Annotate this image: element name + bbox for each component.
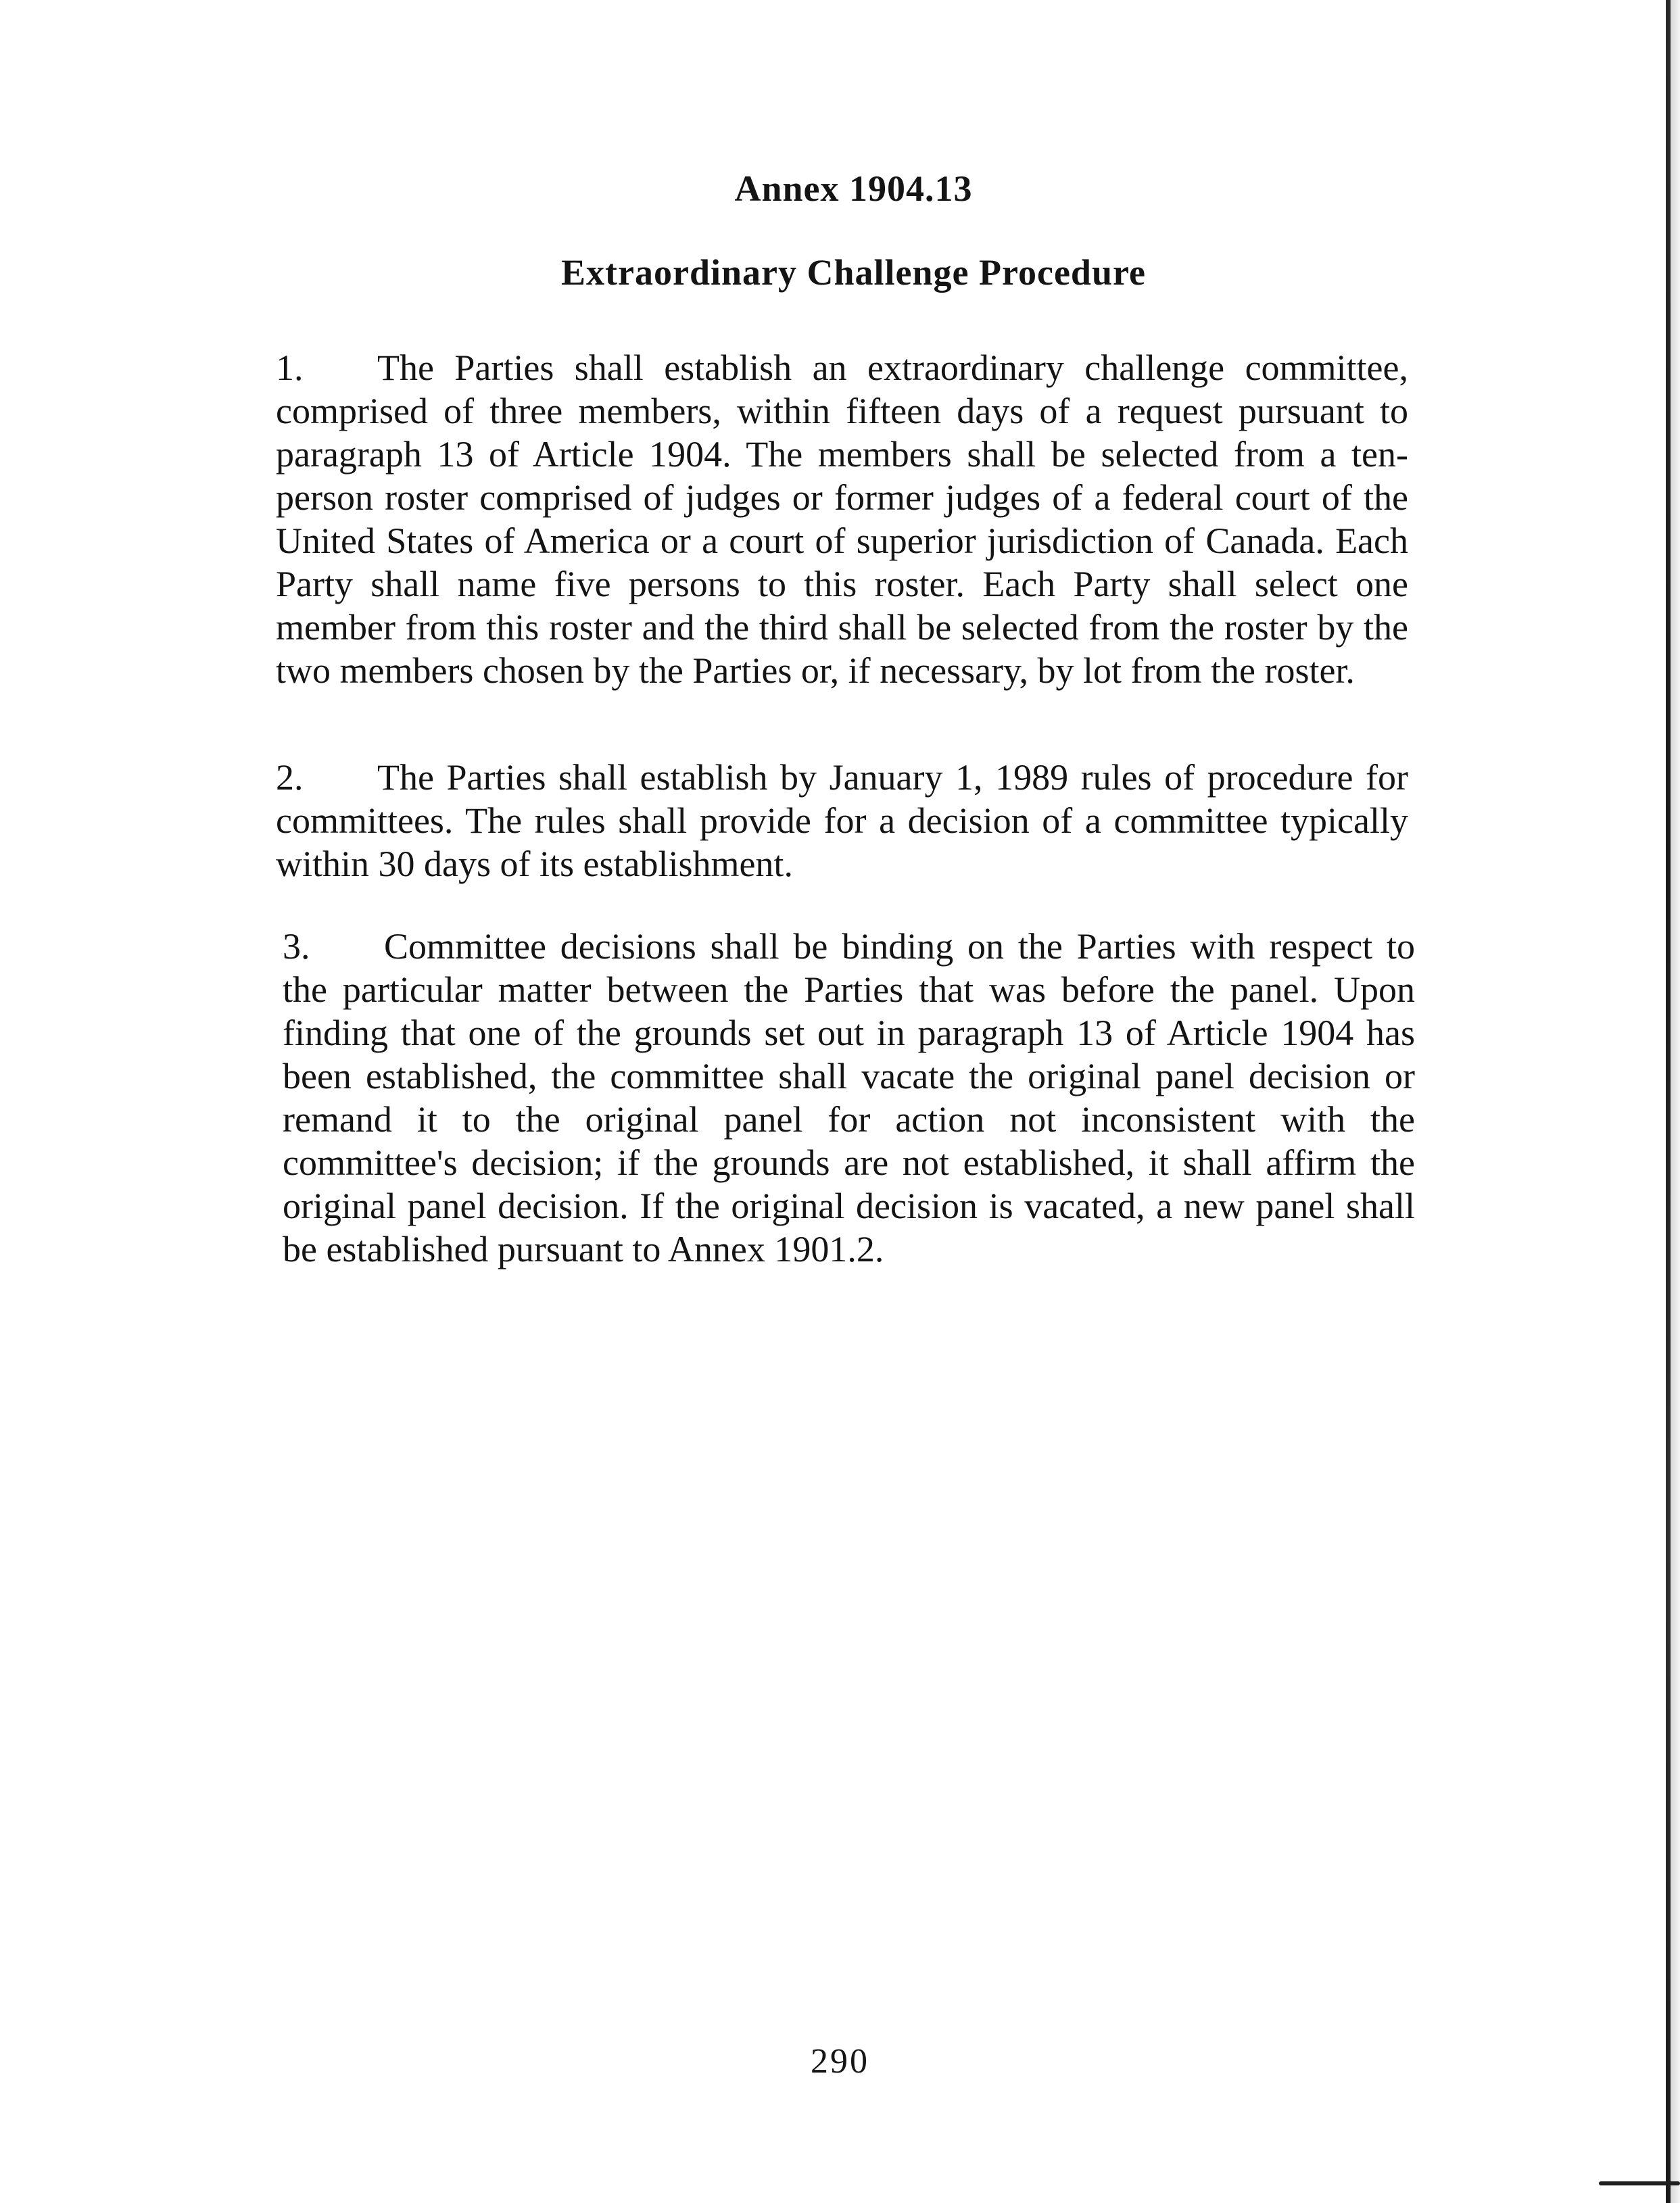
paragraph-text: The Parties shall establish an extraordinary challenge committee, comprised of three members, within fifteen days of a request pursuant to paragraph 13 of Article 1904. The members shall be selected from a ten-person roster comprised of judges or former judges of a federal court of the United States of America or a court of superior jurisdiction of Canada. Each Party shall name five persons to this roster. Each Party shall select one member from this roster and the third shall be selected from the roster by the two members chosen by the Parties or, if necessary, by lot from the roster.	[276, 347, 1408, 691]
section-title: Extraordinary Challenge Procedure	[561, 252, 1146, 293]
paragraph-text: Committee decisions shall be binding on the Parties with respect to the particular matter between the Parties that was before the panel. Upon finding that one of the grounds set out in paragraph 13 of Article 1904 has been established, the committee shall vacate the original panel decision or remand it to the original panel for action not inconsistent with the committee's decision; if the grounds are not established, it shall affirm the original panel decision. If the original decision is vacated, a new panel shall be established pursuant to Annex 1901.2.	[283, 926, 1415, 1269]
paragraph-number: 1.	[276, 347, 304, 388]
scan-edge-shadow	[1671, 0, 1680, 2203]
annex-title: Annex 1904.13	[734, 168, 973, 209]
page-number: 290	[811, 2042, 869, 2081]
paragraph-number: 3.	[283, 926, 310, 967]
scan-edge-border	[1666, 0, 1671, 2203]
paragraph-3	[283, 925, 1415, 1271]
paragraph-1	[276, 346, 1408, 692]
paragraph-number: 2.	[276, 757, 304, 798]
paragraph-2	[276, 756, 1408, 886]
scan-edge-foot	[1599, 2181, 1680, 2185]
paragraph-text: The Parties shall establish by January 1, 1989 rules of procedure for committees. The rules shall provide for a decision of a committee typically within 30 days of its establishment.	[276, 757, 1408, 884]
